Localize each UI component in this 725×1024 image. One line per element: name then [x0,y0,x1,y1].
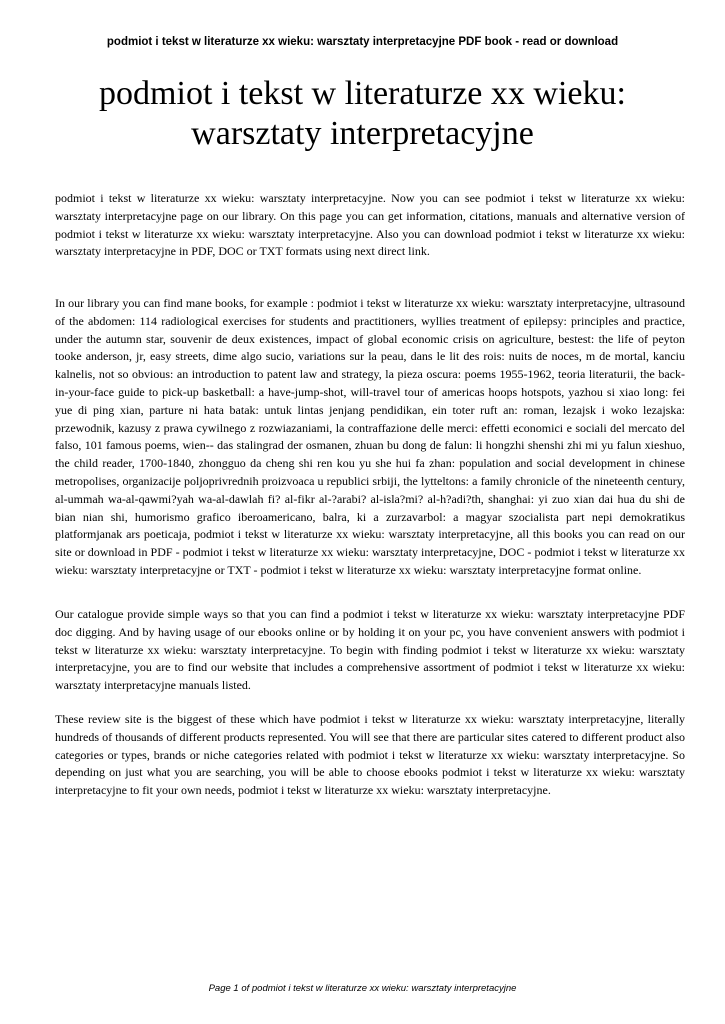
library-paragraph: In our library you can find mane books, for example : podmiot i tekst w literaturze xx wieku: warsztaty interpretacyjne, ultrasound of the abdomen: 114 radiological exercises for students and practitioners, wyllies treatment of epilepsy: principles and practice, under the autumn star, souvenir de deux existences, impact of global economic crisis on agriculture, bestest: the life of peyton tooke anderson, jr, easy streets, dime algo sucio, variations sur la peau, dans le lit des rois: nuits de noces, m de mortal, kanciu kalnelis, not so obvious: an introduction to patent law and strategy, la pieza oscura: poems 1955-1962, teoria literaturii, the back-in-your-face guide to pick-up basketball: a have-jump-shot, will-travel tour of americas hoops hotspots, yazhou si xiao long: fei yue di ping xian, parture ni hata batak: untuk lintas jenjang pendidikan, ein toter ruft an: roman, lezajsk i woko lezajska: przewodnik, kazusy z prawa cywilnego z rozwiazaniami, la contraffazione delle merci: effetti economici e sociali del mercato del falso, 101 famous poems, wien-- das stalingrad der osmanen, zhuan bu dong de falun: li hongzhi shenshi zhi mi yu falun xieshuo, the child reader, 1700-1840, zhongguo da cheng shi ren kou yu she hui fa zhan: population and social development in chinese metropolises, organizacije poljoprivrednih proizvoaca u republici srbiji, the lytteltons: a family chronicle of the nineteenth century, al-ummah wa-al-qawmi?yah wa-al-dawlah fi? al-fikr al-?arabi? al-isla?mi? al-h?adi?th, shanghai: yi zuo xian dai hua du shi de bian nian shi, humorismo grafico iberoamericano, balra, ki a zurzavarbol: a magyar szocialista part nepi demokratikus platformjanak ars poeticaja, podmiot i tekst w literaturze xx wieku: warsztaty interpretacyjne, all this books you can read on our site or download in PDF - podmiot i tekst w literaturze xx wieku: warsztaty interpretacyjne, DOC - podmiot i tekst w literaturze xx wieku: warsztaty interpretacyjne or TXT - podmiot i tekst w literaturze xx wieku: warsztaty interpretacyjne format online. [55,296,685,577]
page-footer: Page 1 of podmiot i tekst w literaturze xx wieku: warsztaty interpretacyjne [208,983,517,994]
document-title: podmiot i tekst w literaturze xx wieku: warsztaty interpretacyjne [99,75,626,152]
intro-paragraph: podmiot i tekst w literaturze xx wieku: warsztaty interpretacyjne. Now you can see podmiot i tekst w literaturze xx wieku: warsztaty interpretacyjne page on our library. On this page you can get information, citations, manuals and alternative version of podmiot i tekst w literaturze xx wieku: warsztaty interpretacyjne. Also you can download podmiot i tekst w literaturze xx wieku: warsztaty interpretacyjne in PDF, DOC or TXT formats using next direct link. [55,191,685,259]
review-paragraph: These review site is the biggest of these which have podmiot i tekst w literaturze xx wieku: warsztaty interpretacyjne, literally hundreds of thousands of different products represented. You will see that there are particular sites catered to different product also categories or types, brands or niche categories related with podmiot i tekst w literaturze xx wieku: warsztaty interpretacyjne. So depending on just what you are searching, you will be able to choose ebooks podmiot i tekst w literaturze xx wieku: warsztaty interpretacyjne to fit your own needs, podmiot i tekst w literaturze xx wieku: warsztaty interpretacyjne. [55,712,685,798]
page-header: podmiot i tekst w literaturze xx wieku: warsztaty interpretacyjne PDF book - read or download [106,36,619,48]
catalogue-paragraph: Our catalogue provide simple ways so that you can find a podmiot i tekst w literaturze xx wieku: warsztaty interpretacyjne PDF doc digging. And by having usage of our ebooks online or by holding it on your pc, you have convenient answers with podmiot i tekst w literaturze xx wieku: warsztaty interpretacyjne. To begin with finding podmiot i tekst w literaturze xx wieku: warsztaty interpretacyjne, you are to find our website that includes a comprehensive assortment of podmiot i tekst w literaturze xx wieku: warsztaty interpretacyjne manuals listed. [55,607,685,693]
